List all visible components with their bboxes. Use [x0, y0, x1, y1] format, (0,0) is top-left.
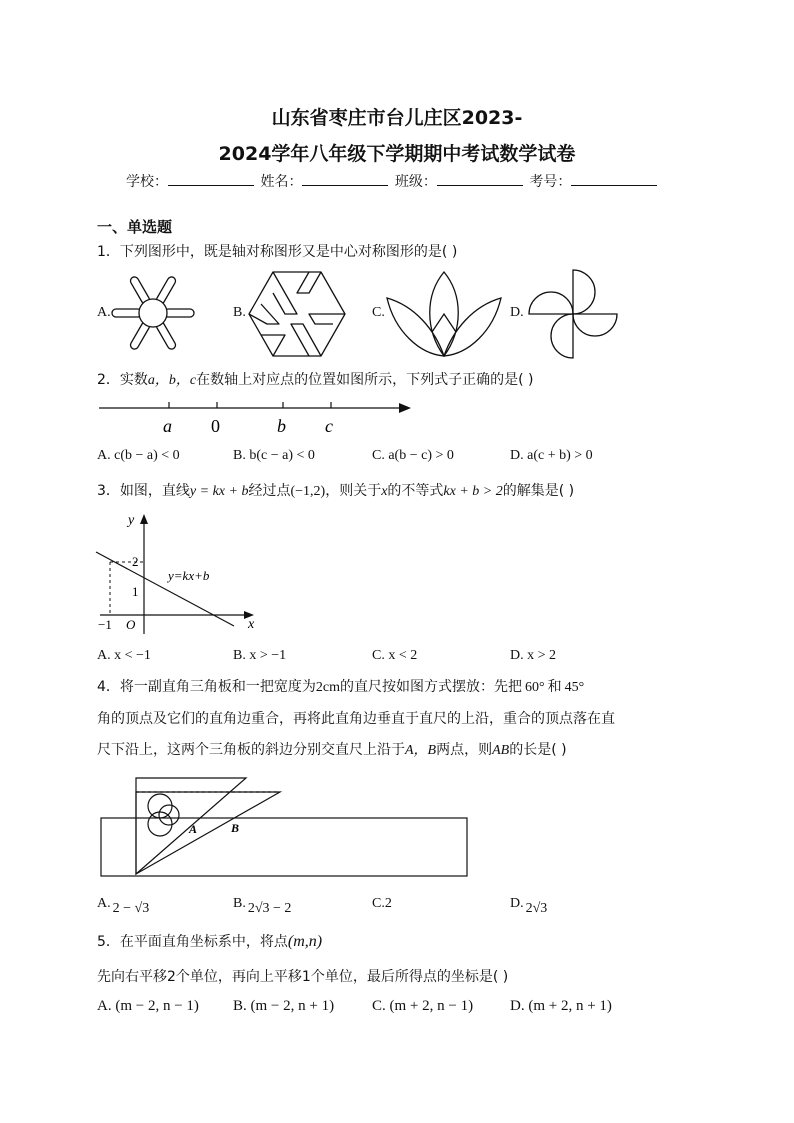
q2-stem-vars: a，b，c [147, 373, 197, 388]
x-axis-label: x [248, 617, 255, 632]
q4-line3-post: 的长是( ) [509, 742, 567, 758]
q2-stem-post: 在数轴上对应点的位置如图所示，下列式子正确的是( ) [196, 372, 534, 388]
label-b: b [277, 416, 286, 436]
q4-option-d-prefix: D. [510, 896, 524, 911]
student-info-row [126, 171, 657, 191]
y-axis-arrow [140, 514, 148, 524]
q5-point: (m,n) [287, 933, 323, 950]
q4-option-a[interactable] [97, 896, 150, 916]
q4-line3-ab: AB [492, 743, 510, 758]
triangle-45 [136, 792, 280, 874]
q4-option-a-prefix: A. [97, 896, 111, 911]
q5-option-a[interactable]: A. (m − 2, n − 1) [97, 998, 199, 1014]
q4-line-1 [97, 676, 584, 696]
circle-lower [148, 812, 172, 836]
q3-option-b[interactable]: B. x > −1 [233, 648, 287, 663]
q2-option-c[interactable]: C. a(b − c) > 0 [372, 448, 454, 463]
q4-line1-pre: 4．将一副直角三角板和一把宽度为 [97, 679, 316, 695]
q3-graph [94, 510, 264, 636]
q5-option-b[interactable]: B. (m − 2, n + 1) [233, 998, 335, 1014]
q3-stem-mid3: 的不等式 [387, 483, 444, 499]
q4-option-c[interactable]: C.2 [372, 896, 392, 911]
ruler [101, 818, 467, 876]
q4-option-b[interactable] [233, 896, 292, 916]
q1-option-c[interactable]: C. [372, 305, 385, 320]
q1-figure-d [527, 268, 619, 360]
school-blank[interactable] [168, 184, 254, 186]
q4-line-2: 角的顶点及它们的直角边重合，再将此直角边垂直于直尺的上沿，重合的顶点落在直 [97, 711, 615, 727]
circle-upper [148, 794, 172, 818]
q1-stem: 1．下列图形中，既是轴对称图形又是中心对称图形的是( ) [97, 244, 458, 260]
q5-line-1 [97, 931, 322, 951]
class-blank[interactable] [437, 184, 523, 186]
q5-line-2: 先向右平移2个单位，再向上平移1个单位，最后所得点的坐标是( ) [97, 969, 509, 985]
q4-and: 和 [547, 679, 562, 695]
q4-option-b-value: 2√3 − 2 [247, 901, 292, 916]
q4-line3-pre: 尺下沿上，这两个三角板的斜边分别交直尺上沿于 [97, 742, 405, 758]
q4-angle45: 45° [564, 680, 585, 695]
q4-line3-pts: A，B [405, 743, 437, 758]
q4-option-b-prefix: B. [233, 896, 246, 911]
q5-option-c[interactable]: C. (m + 2, n − 1) [372, 998, 474, 1014]
q3-stem-mid2: ，则关于 [325, 483, 382, 499]
label-zero: 0 [211, 416, 220, 436]
origin-label: O [126, 617, 136, 632]
q1-figure-a [108, 268, 198, 358]
line-label: y=kx+b [168, 568, 210, 583]
q3-stem-post: 的解集是( ) [502, 483, 575, 499]
label-a: a [163, 416, 172, 436]
name-label: 姓名： [260, 174, 303, 190]
exam-no-blank[interactable] [571, 184, 657, 186]
q4-width: 2cm [315, 680, 341, 695]
point-b-label: B [231, 821, 240, 835]
q4-line-3 [97, 739, 567, 759]
q2-stem-pre: 2．实数 [97, 372, 148, 388]
q2-stem [97, 369, 534, 389]
q3-eq: y = kx + b [189, 484, 249, 499]
q4-line3-mid: 两点，则 [436, 742, 493, 758]
q3-stem [97, 480, 574, 500]
name-blank[interactable] [302, 184, 388, 186]
q1-option-a[interactable]: A. [97, 305, 111, 320]
q3-var: x [381, 484, 388, 499]
q1-figure-c [385, 270, 503, 360]
q4-option-d[interactable] [510, 896, 548, 916]
exam-no-label: 考号： [529, 174, 572, 190]
school-label: 学校： [126, 174, 168, 190]
q3-ineq: kx + b > 2 [443, 484, 503, 499]
q3-stem-pre: 3．如图，直线 [97, 483, 190, 499]
class-label: 班级： [394, 174, 437, 190]
q2-option-d[interactable]: D. a(c + b) > 0 [510, 448, 593, 463]
q4-angle60: 60° [525, 680, 545, 695]
q3-point: (−1,2) [290, 484, 326, 499]
q2-option-b[interactable]: B. b(c − a) < 0 [233, 448, 315, 463]
q1-option-d[interactable]: D. [510, 305, 524, 320]
point-a-label: A [189, 822, 198, 836]
tick-neg1-label: −1 [98, 617, 112, 632]
label-c: c [325, 416, 333, 436]
circle-overlap [159, 805, 179, 825]
y-axis-label: y [128, 513, 135, 528]
q5-line1-text: 5．在平面直角坐标系中，将点 [97, 934, 288, 950]
tick-1-label: 1 [132, 584, 139, 599]
q2-number-line [97, 398, 415, 440]
q4-figure [100, 774, 470, 878]
tick-2-label: 2 [132, 554, 139, 569]
section-title: 一、单选题 [97, 218, 173, 236]
q3-option-d[interactable]: D. x > 2 [510, 648, 557, 663]
title-line-2: 2024学年八年级下学期期中考试数学试卷 [218, 143, 576, 165]
q1-option-b[interactable]: B. [233, 305, 246, 320]
q4-option-a-value: 2 − √3 [112, 901, 150, 916]
title-line-1: 山东省枣庄市台儿庄区2023- [271, 107, 523, 129]
q3-option-a[interactable]: A. x < −1 [97, 648, 151, 663]
q1-figure-b [248, 272, 346, 356]
q3-option-c[interactable]: C. x < 2 [372, 648, 418, 663]
q3-stem-mid: 经过点 [248, 483, 291, 499]
q5-option-d[interactable]: D. (m + 2, n + 1) [510, 998, 612, 1014]
q4-line1-post: 的直尺按如图方式摆放：先把 [340, 679, 523, 695]
q4-option-d-value: 2√3 [525, 901, 548, 916]
axis-arrow [399, 403, 411, 413]
q2-option-a[interactable]: A. c(b − a) < 0 [97, 448, 180, 463]
